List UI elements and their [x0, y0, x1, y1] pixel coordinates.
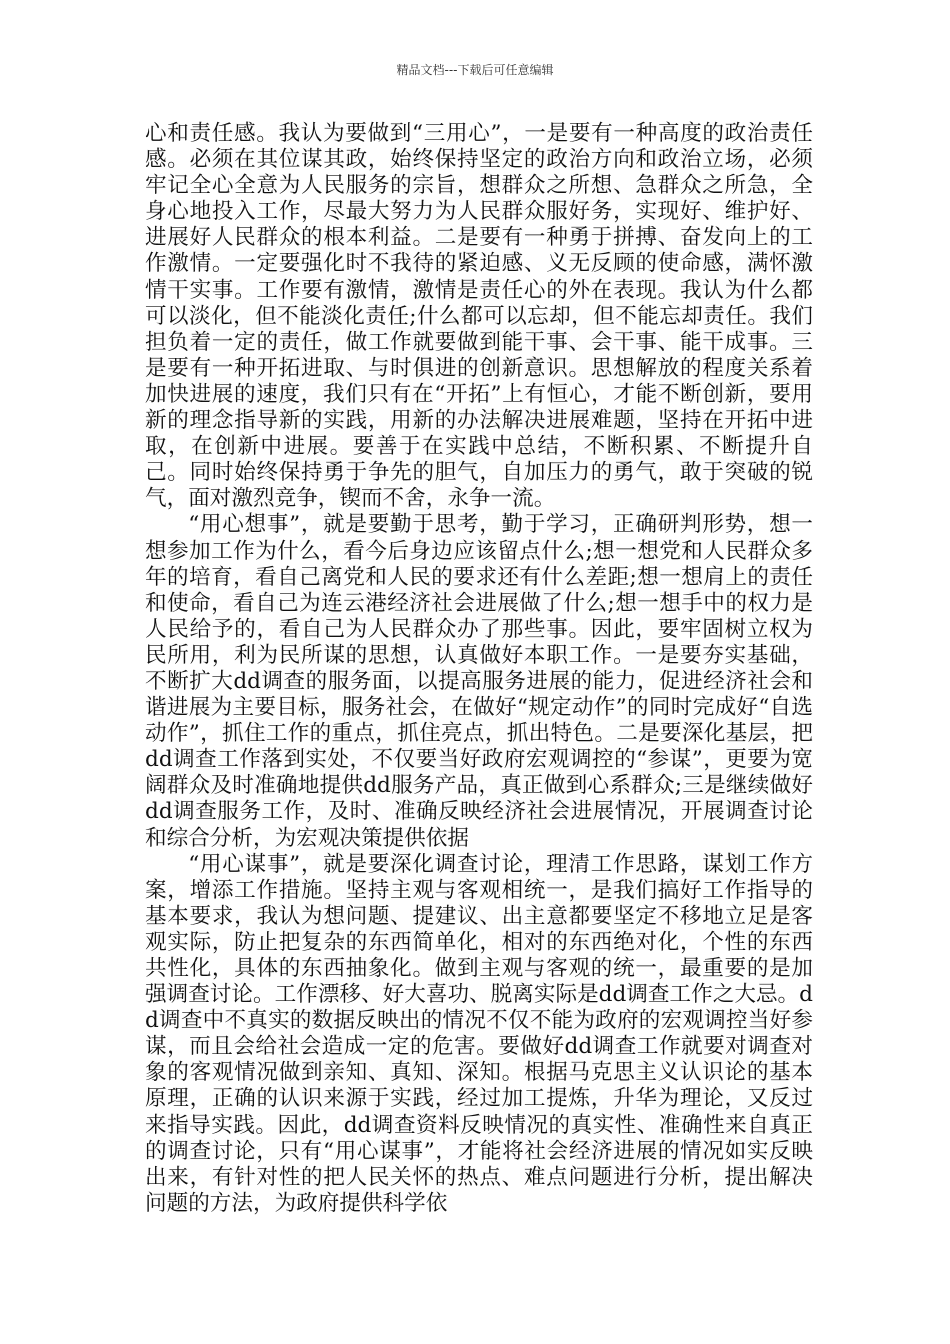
- paragraph-planning: “用心谋事”，就是要深化调查讨论，理清工作思路，谋划工作方案，增添工作措施。坚持主观与客观相统一，是我们搞好工作指导的基本要求，我认为想问题、提建议、出主意都要坚定不移地立足是客观实际，防止把复杂的东西简单化，相对的东西绝对化，个性的东西共性化，具体的东西抽象化。做到主观与客观的统一，最重要的是加强调查讨论。工作漂移、好大喜功、脱离实际是dd调查工作之大忌。dd调查中不真实的数据反映出的情况不仅不能为政府的宏观调控当好参谋，而且会给社会造成一定的危害。要做好dd调查工作就要对调查对象的客观情况做到亲知、真知、深知。根据马克思主义认识论的基本原理，正确的认识来源于实践，经过加工提炼，升华为理论，又反过来指导实践。因此，dd调查资料反映情况的真实性、准确性来自真正的调查讨论，只有“用心谋事”，才能将社会经济进展的情况如实反映出来，有针对性的把人民关怀的热点、难点问题进行分析，提出解决问题的方法，为政府提供科学依: [145, 851, 813, 1216]
- document-body: [145, 121, 813, 1217]
- paragraph-responsibility: 心和责任感。我认为要做到“三用心”，一是要有一种高度的政治责任感。必须在其位谋其政，始终保持坚定的政治方向和政治立场，必须牢记全心全意为人民服务的宗旨，想群众之所想、急群众之所急，全身心地投入工作，尽最大努力为人民群众服好务，实现好、维护好、进展好人民群众的根本利益。二是要有一种勇于拼搏、奋发向上的工作激情。一定要强化时不我待的紧迫感、义无反顾的使命感，满怀激情干实事。工作要有激情，激情是责任心的外在表现。我认为什么都可以淡化，但不能淡化责任;什么都可以忘却，但不能忘却责任。我们担负着一定的责任，做工作就要做到能干事、会干事、能干成事。三是要有一种开拓进取、与时俱进的创新意识。思想解放的程度关系着加快进展的速度，我们只有在“开拓”上有恒心，才能不断创新，要用新的理念指导新的实践，用新的办法解决进展难题，坚持在开拓中进取，在创新中进展。要善于在实践中总结，不断积累、不断提升自己。同时始终保持勇于争先的胆气，自加压力的勇气，敢于突破的锐气，面对激烈竞争，锲而不舍，永争一流。: [145, 121, 813, 512]
- paragraph-thinking: “用心想事”，就是要勤于思考，勤于学习，正确研判形势，想一想参加工作为什么，看今后身边应该留点什么;想一想党和人民群众多年的培育，看自己离党和人民的要求还有什么差距;想一想肩上的责任和使命，看自己为连云港经济社会进展做了什么;想一想手中的权力是人民给予的，看自己为人民群众办了那些事。因此，要牢固树立权为民所用，利为民所谋的思想，认真做好本职工作。一是要夯实基础，不断扩大dd调查的服务面，以提高服务进展的能力，促进经济社会和谐进展为主要目标，服务社会，在做好“规定动作”的同时完成好“自选动作”，抓住工作的重点，抓住亮点，抓出特色。二是要深化基层，把dd调查工作落到实处，不仅要当好政府宏观调控的“参谋”，更要为宽阔群众及时准确地提供dd服务产品，真正做到心系群众;三是继续做好dd调查服务工作，及时、准确反映经济社会进展情况，开展调查讨论和综合分析，为宏观决策提供依据: [145, 512, 813, 851]
- page-header: 精品文档---下载后可任意编辑: [396, 63, 554, 77]
